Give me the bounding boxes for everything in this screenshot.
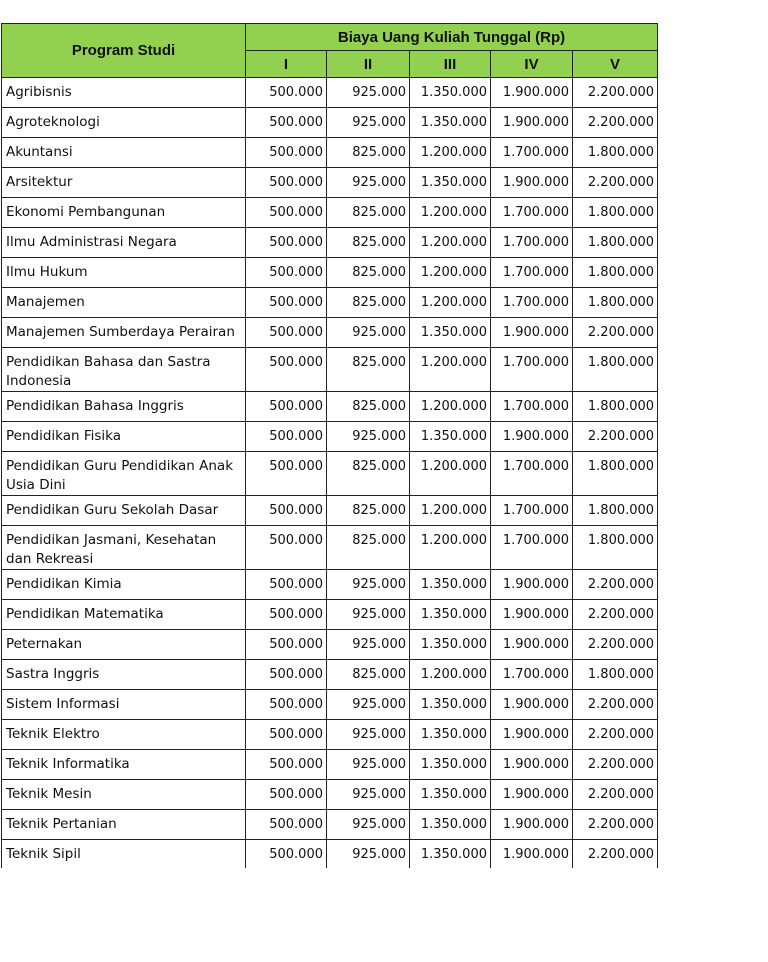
fee-tier-3: 1.200.000 (410, 198, 491, 228)
table-row (2, 138, 658, 168)
table-row (2, 318, 658, 348)
fee-tier-2: 825.000 (327, 526, 410, 570)
tier-header-1: I (246, 51, 327, 78)
fee-tier-1: 500.000 (246, 452, 327, 496)
fee-tier-2: 825.000 (327, 138, 410, 168)
fee-tier-4: 1.900.000 (491, 318, 573, 348)
fee-tier-2: 825.000 (327, 660, 410, 690)
program-name: Pendidikan Matematika (2, 600, 246, 630)
program-name: Pendidikan Bahasa Inggris (2, 392, 246, 422)
fee-group-header: Biaya Uang Kuliah Tunggal (Rp) (246, 24, 658, 51)
fee-tier-5: 1.800.000 (573, 660, 658, 690)
table-row (2, 810, 658, 840)
table-row (2, 78, 658, 108)
table-row (2, 750, 658, 780)
fee-tier-4: 1.700.000 (491, 258, 573, 288)
tier-header-3: III (410, 51, 491, 78)
fee-tier-5: 1.800.000 (573, 452, 658, 496)
program-name: Manajemen Sumberdaya Perairan (2, 318, 246, 348)
fee-tier-4: 1.700.000 (491, 496, 573, 526)
program-name: Pendidikan Guru Sekolah Dasar (2, 496, 246, 526)
program-name: Ilmu Administrasi Negara (2, 228, 246, 258)
fee-tier-1: 500.000 (246, 570, 327, 600)
fee-tier-4: 1.700.000 (491, 452, 573, 496)
fee-tier-3: 1.350.000 (410, 780, 491, 810)
program-name: Pendidikan Bahasa dan Sastra Indonesia (2, 348, 246, 392)
program-name: Sistem Informasi (2, 690, 246, 720)
program-name: Agribisnis (2, 78, 246, 108)
fee-tier-2: 925.000 (327, 422, 410, 452)
fee-tier-2: 825.000 (327, 496, 410, 526)
fee-tier-1: 500.000 (246, 78, 327, 108)
table-row (2, 422, 658, 452)
table-row (2, 108, 658, 138)
program-name: Agroteknologi (2, 108, 246, 138)
fee-tier-4: 1.900.000 (491, 570, 573, 600)
fee-tier-5: 2.200.000 (573, 600, 658, 630)
fee-tier-2: 825.000 (327, 258, 410, 288)
fee-tier-2: 925.000 (327, 570, 410, 600)
program-name: Pendidikan Fisika (2, 422, 246, 452)
fee-tier-5: 1.800.000 (573, 258, 658, 288)
fee-tier-4: 1.900.000 (491, 630, 573, 660)
fee-tier-3: 1.350.000 (410, 422, 491, 452)
table-row (2, 392, 658, 422)
program-name: Ekonomi Pembangunan (2, 198, 246, 228)
table-row (2, 840, 658, 868)
fee-tier-2: 925.000 (327, 168, 410, 198)
fee-tier-5: 2.200.000 (573, 750, 658, 780)
program-name: Ilmu Hukum (2, 258, 246, 288)
fee-tier-5: 1.800.000 (573, 228, 658, 258)
fee-tier-1: 500.000 (246, 198, 327, 228)
fee-tier-4: 1.700.000 (491, 392, 573, 422)
fee-tier-1: 500.000 (246, 810, 327, 840)
table-row (2, 228, 658, 258)
fee-tier-5: 2.200.000 (573, 840, 658, 868)
fee-tier-3: 1.350.000 (410, 840, 491, 868)
fee-tier-4: 1.900.000 (491, 600, 573, 630)
program-name: Arsitektur (2, 168, 246, 198)
tier-header-2: II (327, 51, 410, 78)
table-row (2, 198, 658, 228)
program-name: Teknik Mesin (2, 780, 246, 810)
fee-tier-5: 1.800.000 (573, 526, 658, 570)
fee-tier-4: 1.700.000 (491, 526, 573, 570)
fee-tier-1: 500.000 (246, 288, 327, 318)
table-row (2, 348, 658, 392)
fee-tier-2: 925.000 (327, 318, 410, 348)
table-row (2, 600, 658, 630)
table-row (2, 526, 658, 570)
fee-tier-4: 1.900.000 (491, 78, 573, 108)
fee-tier-5: 2.200.000 (573, 422, 658, 452)
program-name: Pendidikan Guru Pendidikan Anak Usia Dini (2, 452, 246, 496)
fee-tier-3: 1.350.000 (410, 630, 491, 660)
fee-tier-3: 1.350.000 (410, 168, 491, 198)
fee-tier-3: 1.200.000 (410, 526, 491, 570)
fee-tier-5: 2.200.000 (573, 720, 658, 750)
fee-tier-1: 500.000 (246, 496, 327, 526)
fee-tier-5: 1.800.000 (573, 348, 658, 392)
fee-tier-1: 500.000 (246, 840, 327, 868)
fee-tier-2: 925.000 (327, 810, 410, 840)
fee-tier-3: 1.200.000 (410, 138, 491, 168)
fee-tier-2: 925.000 (327, 630, 410, 660)
table-row (2, 690, 658, 720)
table-header (2, 24, 658, 78)
table-row (2, 660, 658, 690)
fee-tier-1: 500.000 (246, 660, 327, 690)
fee-tier-4: 1.900.000 (491, 780, 573, 810)
fee-tier-3: 1.200.000 (410, 258, 491, 288)
fee-tier-1: 500.000 (246, 318, 327, 348)
fee-tier-2: 825.000 (327, 452, 410, 496)
tier-header-4: IV (491, 51, 573, 78)
fee-tier-5: 1.800.000 (573, 138, 658, 168)
fee-tier-3: 1.200.000 (410, 228, 491, 258)
fee-tier-3: 1.350.000 (410, 720, 491, 750)
fee-tier-4: 1.700.000 (491, 138, 573, 168)
fee-tier-4: 1.700.000 (491, 228, 573, 258)
fee-tier-5: 2.200.000 (573, 78, 658, 108)
fee-tier-2: 925.000 (327, 690, 410, 720)
table-row (2, 570, 658, 600)
ukt-table-container (1, 23, 657, 868)
fee-tier-3: 1.350.000 (410, 78, 491, 108)
fee-tier-1: 500.000 (246, 750, 327, 780)
fee-tier-2: 825.000 (327, 198, 410, 228)
table-row (2, 258, 658, 288)
fee-tier-2: 925.000 (327, 840, 410, 868)
fee-tier-4: 1.700.000 (491, 660, 573, 690)
table-row (2, 780, 658, 810)
fee-tier-4: 1.700.000 (491, 288, 573, 318)
fee-tier-5: 2.200.000 (573, 570, 658, 600)
fee-tier-5: 2.200.000 (573, 168, 658, 198)
fee-tier-2: 925.000 (327, 108, 410, 138)
fee-tier-1: 500.000 (246, 168, 327, 198)
fee-tier-3: 1.350.000 (410, 810, 491, 840)
fee-tier-1: 500.000 (246, 228, 327, 258)
program-name: Teknik Sipil (2, 840, 246, 868)
fee-tier-1: 500.000 (246, 720, 327, 750)
table-row (2, 720, 658, 750)
program-name: Pendidikan Jasmani, Kesehatan dan Rekreasi (2, 526, 246, 570)
program-name: Teknik Elektro (2, 720, 246, 750)
fee-tier-4: 1.700.000 (491, 348, 573, 392)
fee-tier-3: 1.350.000 (410, 108, 491, 138)
fee-tier-3: 1.200.000 (410, 392, 491, 422)
fee-tier-3: 1.200.000 (410, 660, 491, 690)
fee-tier-5: 2.200.000 (573, 630, 658, 660)
fee-tier-1: 500.000 (246, 690, 327, 720)
fee-tier-5: 2.200.000 (573, 780, 658, 810)
fee-tier-2: 825.000 (327, 392, 410, 422)
fee-tier-4: 1.900.000 (491, 168, 573, 198)
fee-tier-4: 1.700.000 (491, 198, 573, 228)
fee-tier-5: 1.800.000 (573, 392, 658, 422)
fee-tier-5: 2.200.000 (573, 318, 658, 348)
program-name: Sastra Inggris (2, 660, 246, 690)
fee-tier-1: 500.000 (246, 526, 327, 570)
fee-tier-1: 500.000 (246, 630, 327, 660)
fee-tier-4: 1.900.000 (491, 422, 573, 452)
fee-tier-1: 500.000 (246, 258, 327, 288)
table-row (2, 452, 658, 496)
fee-tier-2: 925.000 (327, 780, 410, 810)
fee-tier-1: 500.000 (246, 108, 327, 138)
fee-tier-4: 1.900.000 (491, 750, 573, 780)
fee-tier-5: 2.200.000 (573, 690, 658, 720)
fee-tier-4: 1.900.000 (491, 840, 573, 868)
fee-tier-1: 500.000 (246, 422, 327, 452)
fee-tier-3: 1.350.000 (410, 690, 491, 720)
fee-tier-1: 500.000 (246, 600, 327, 630)
fee-tier-4: 1.900.000 (491, 108, 573, 138)
fee-tier-2: 825.000 (327, 228, 410, 258)
table-row (2, 288, 658, 318)
fee-tier-2: 925.000 (327, 78, 410, 108)
fee-tier-2: 925.000 (327, 720, 410, 750)
program-name: Teknik Pertanian (2, 810, 246, 840)
fee-tier-3: 1.200.000 (410, 496, 491, 526)
fee-tier-2: 825.000 (327, 348, 410, 392)
fee-tier-2: 925.000 (327, 600, 410, 630)
fee-tier-1: 500.000 (246, 348, 327, 392)
table-row (2, 168, 658, 198)
program-name: Peternakan (2, 630, 246, 660)
fee-tier-4: 1.900.000 (491, 690, 573, 720)
fee-tier-4: 1.900.000 (491, 720, 573, 750)
fee-tier-3: 1.350.000 (410, 570, 491, 600)
table-body (2, 78, 658, 868)
fee-tier-1: 500.000 (246, 780, 327, 810)
program-name: Pendidikan Kimia (2, 570, 246, 600)
fee-tier-1: 500.000 (246, 138, 327, 168)
fee-tier-3: 1.350.000 (410, 318, 491, 348)
fee-tier-5: 1.800.000 (573, 198, 658, 228)
table-row (2, 630, 658, 660)
program-name: Manajemen (2, 288, 246, 318)
fee-tier-5: 2.200.000 (573, 108, 658, 138)
fee-tier-3: 1.350.000 (410, 600, 491, 630)
fee-tier-5: 1.800.000 (573, 496, 658, 526)
program-studi-header: Program Studi (2, 24, 246, 78)
fee-tier-3: 1.200.000 (410, 348, 491, 392)
fee-tier-3: 1.200.000 (410, 452, 491, 496)
fee-tier-2: 925.000 (327, 750, 410, 780)
fee-tier-3: 1.200.000 (410, 288, 491, 318)
fee-tier-4: 1.900.000 (491, 810, 573, 840)
table-row (2, 496, 658, 526)
fee-tier-2: 825.000 (327, 288, 410, 318)
fee-tier-1: 500.000 (246, 392, 327, 422)
ukt-fee-table (1, 23, 658, 868)
fee-tier-3: 1.350.000 (410, 750, 491, 780)
program-name: Akuntansi (2, 138, 246, 168)
tier-header-5: V (573, 51, 658, 78)
fee-tier-5: 1.800.000 (573, 288, 658, 318)
program-name: Teknik Informatika (2, 750, 246, 780)
fee-tier-5: 2.200.000 (573, 810, 658, 840)
